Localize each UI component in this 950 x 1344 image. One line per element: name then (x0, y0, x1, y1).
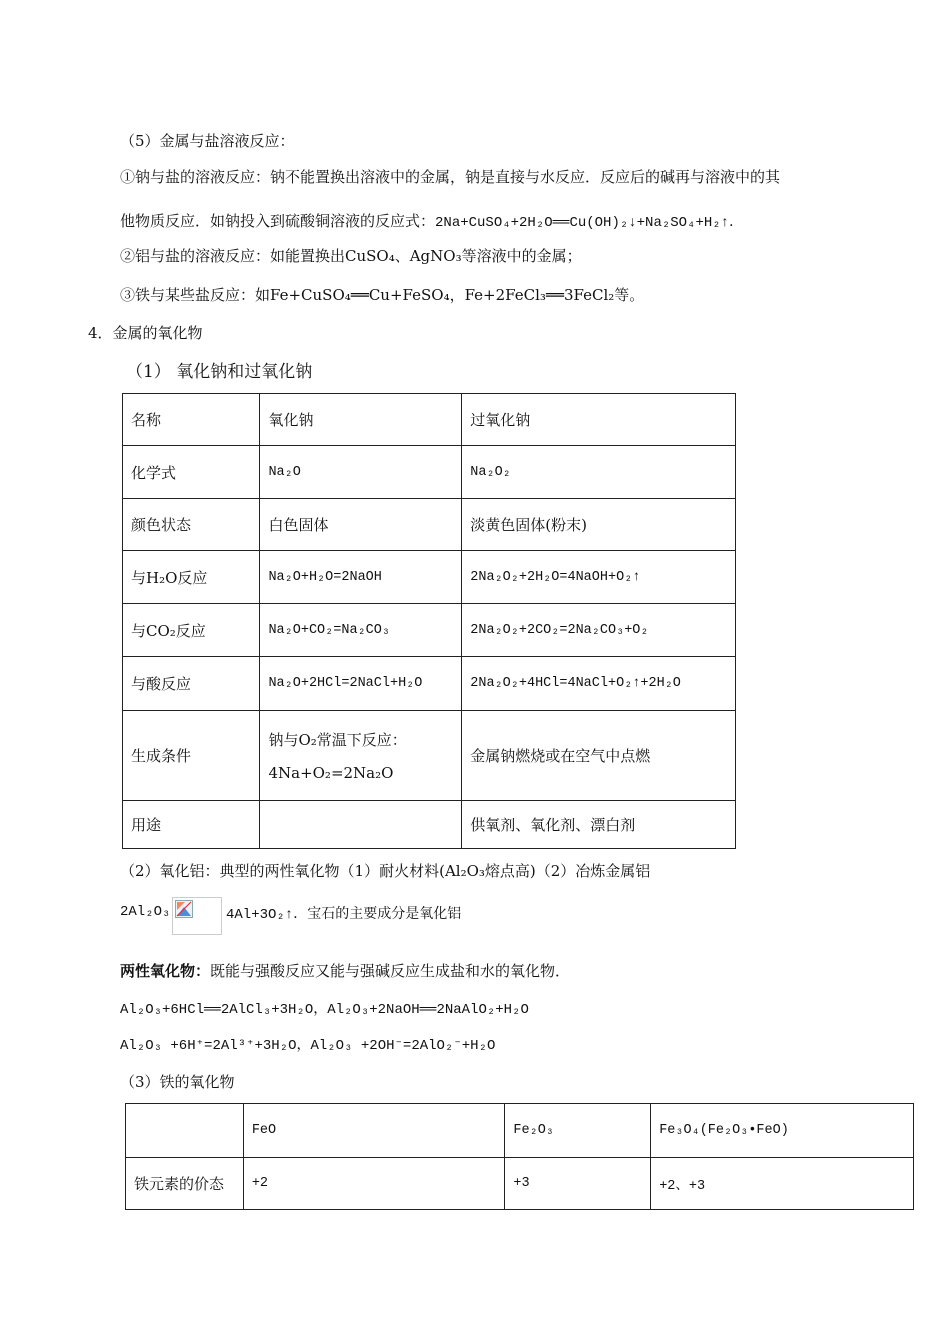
table-cell: 金属钠燃烧或在空气中点燃 (462, 711, 736, 801)
table-cell (260, 801, 462, 849)
sodium-oxides-table (122, 393, 736, 849)
sodium-salt-text-line1: ①钠与盐的溶液反应：钠不能置换出溶液中的金属，钠是直接与水反应．反应后的碱再与溶液中的其 (120, 168, 781, 186)
table-cell: +2 (243, 1158, 505, 1210)
aluminum-oxide-text: （2）氧化铝：典型的两性氧化物（1）耐火材料(Al₂O₃熔点高)（2）冶炼金属铝 (120, 862, 651, 880)
electrolysis-eq-right-text: 4Al+3O₂↑．宝石的主要成分是氧化铝 (226, 907, 462, 923)
table-cell: +3 (505, 1158, 651, 1210)
section-5-heading: （5）金属与盐溶液反应： (120, 132, 295, 150)
electrolysis-eq-right (226, 903, 461, 923)
table-header-row (126, 1104, 914, 1158)
iron-salt-text: ③铁与某些盐反应：如Fe+CuSO₄══Cu+FeSO₄，Fe+2FeCl₃══3FeCl₂等。 (120, 286, 645, 304)
table-cell: 白色固体 (260, 499, 462, 551)
amphoteric-text: 既能与强酸反应又能与强碱反应生成盐和水的氧化物． (210, 962, 571, 980)
table-cell: 2Na₂O₂+4HCl=4NaCl+O₂↑+2H₂O (462, 657, 736, 711)
amphoteric-definition (120, 960, 570, 981)
table-row (123, 551, 736, 604)
table-header-cell: Fe₃O₄(Fe₂O₃•FeO) (651, 1104, 914, 1158)
table-cell: +2、+3 (651, 1158, 914, 1210)
table-cell: Na₂O₂ (462, 446, 736, 499)
aluminum-salt-text: ②铝与盐的溶液反应：如能置换出CuSO₄、AgNO₃等溶液中的金属； (120, 247, 582, 265)
electrolysis-eq-left: 2Al₂O₃ (120, 904, 171, 920)
table-cell-generation (260, 711, 462, 801)
table-cell: 与酸反应 (123, 657, 260, 711)
table-cell: 供氧剂、氧化剂、漂白剂 (462, 801, 736, 849)
table-cell: 2Na₂O₂+2H₂O=4NaOH+O₂↑ (462, 551, 736, 604)
table-header-cell: 过氧化钠 (462, 394, 736, 446)
table-header-cell: 氧化钠 (260, 394, 462, 446)
generation-condition-text: 钠与O₂常温下反应： (268, 731, 407, 749)
table-cell: 铁元素的价态 (126, 1158, 244, 1210)
table-header-cell: FeO (243, 1104, 505, 1158)
table-row (123, 711, 736, 801)
iron-oxides-table (125, 1103, 914, 1210)
alumina-equations-1: Al₂O₃+6HCl══2AlCl₃+3H₂O，Al₂O₃+2NaOH══2NaAlO₂+H₂O (120, 1002, 529, 1018)
iron-oxides-heading: （3）铁的氧化物 (120, 1073, 235, 1091)
section-4-heading: 4．金属的氧化物 (88, 324, 203, 342)
table-cell: 2Na₂O₂+2CO₂=2Na₂CO₃+O₂ (462, 604, 736, 657)
table-row (123, 499, 736, 551)
table-row (123, 801, 736, 849)
table-cell: 与CO₂反应 (123, 604, 260, 657)
table-header-cell: Fe₂O₃ (505, 1104, 651, 1158)
sodium-salt-text-prefix: 他物质反应．如钠投入到硫酸铜溶液的反应式： (120, 212, 436, 230)
table-row (123, 446, 736, 499)
table-cell: Na₂O+H₂O=2NaOH (260, 551, 462, 604)
sodium-salt-text-line2 (120, 210, 743, 231)
table-row (126, 1158, 914, 1210)
amphoteric-label: 两性氧化物： (120, 962, 211, 980)
table-cell: Na₂O (260, 446, 462, 499)
sodium-oxides-subheading: （1） 氧化钠和过氧化钠 (126, 362, 313, 382)
table-header-cell (126, 1104, 244, 1158)
table-cell: Na₂O+CO₂=Na₂CO₃ (260, 604, 462, 657)
table-row (123, 657, 736, 711)
sodium-copper-sulfate-equation: 2Na+CuSO₄+2H₂O══Cu(OH)₂↓+Na₂SO₄+H₂↑． (435, 215, 744, 231)
generation-condition-equation: 4Na+O₂=2Na₂O (268, 764, 394, 782)
table-cell: 生成条件 (123, 711, 260, 801)
table-cell: 化学式 (123, 446, 260, 499)
table-row (123, 604, 736, 657)
alumina-equations-2: Al₂O₃ +6H⁺=2Al³⁺+3H₂O，Al₂O₃ +2OH⁻=2AlO₂⁻+H₂O (120, 1038, 496, 1054)
table-header-row (123, 394, 736, 446)
table-cell: 与H₂O反应 (123, 551, 260, 604)
table-cell: 颜色状态 (123, 499, 260, 551)
table-header-cell: 名称 (123, 394, 260, 446)
electrolysis-condition-image (172, 897, 222, 935)
table-cell: Na₂O+2HCl=2NaCl+H₂O (260, 657, 462, 711)
table-cell: 淡黄色固体(粉末) (462, 499, 736, 551)
table-cell: 用途 (123, 801, 260, 849)
broken-image-icon (175, 900, 193, 918)
